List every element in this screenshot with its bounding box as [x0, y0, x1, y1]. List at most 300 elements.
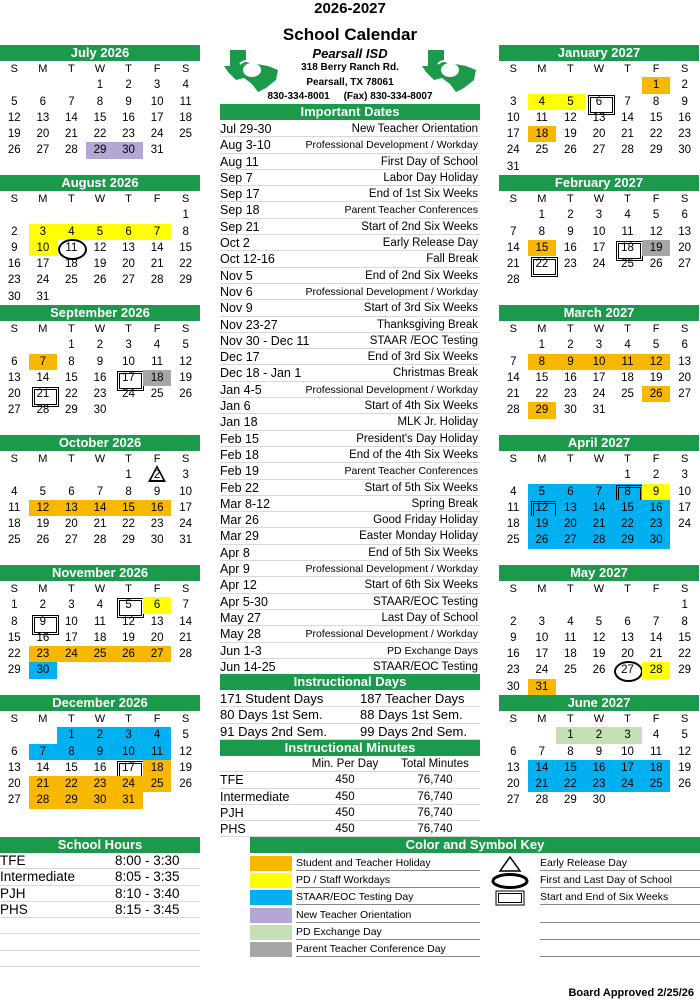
date-label: Sep 18: [220, 203, 260, 218]
key-color-label: Student and Teacher Holiday: [296, 856, 480, 871]
day-cell: 27: [678, 258, 692, 271]
day-cell: 17: [65, 631, 78, 644]
day-cell: 3: [68, 599, 75, 612]
day-cell: 27: [7, 794, 21, 807]
day-cell: [499, 289, 528, 305]
day-cell: 22: [93, 128, 107, 141]
day-cell: 16: [564, 241, 577, 254]
day-cell: 18: [613, 240, 642, 256]
minutes-row: [220, 772, 480, 788]
district-address: 318 Berry Ranch Rd.: [301, 62, 399, 73]
weekday-header: [499, 711, 699, 727]
important-date-row: [220, 268, 480, 284]
day-cell: 6: [624, 615, 631, 628]
day-cell: 24: [57, 646, 86, 662]
week-row: [499, 289, 699, 305]
day-cell: 2: [86, 727, 115, 743]
week-row: [499, 597, 699, 613]
weekday-label: T: [125, 193, 132, 205]
week-row: [0, 110, 200, 126]
day-cell: 30: [564, 404, 577, 417]
date-label: Feb 22: [220, 480, 259, 495]
weekday-label: T: [624, 453, 631, 465]
day-cell: 14: [179, 615, 193, 628]
weekday-label: T: [68, 453, 75, 465]
date-label: Dec 17: [220, 350, 260, 365]
day-cell: 8: [613, 484, 642, 500]
weekday-label: S: [10, 713, 18, 725]
event-label: Good Friday Holiday: [373, 514, 478, 527]
week-row: [499, 240, 699, 256]
day-cell: 2: [125, 79, 132, 92]
day-cell: [171, 289, 200, 305]
event-label: Professional Development / Workday: [305, 139, 478, 152]
weekday-label: T: [567, 323, 574, 335]
day-cell: [0, 467, 29, 483]
day-cell: 29: [179, 274, 193, 287]
important-date-row: [220, 333, 480, 349]
day-cell: 10: [179, 485, 193, 498]
day-cell: 19: [93, 258, 107, 271]
important-dates-list: [220, 121, 480, 675]
day-cell: 18: [143, 370, 172, 386]
color-swatch: [250, 908, 292, 923]
date-label: Jan 6: [220, 399, 251, 414]
day-cell: 25: [642, 776, 671, 792]
month-0: [0, 45, 200, 175]
day-cell: [670, 809, 699, 825]
key-rows: [250, 855, 700, 958]
day-cell: 7: [510, 355, 517, 368]
weekday-header: [499, 451, 699, 467]
day-cell: [528, 467, 557, 483]
day-cell: 18: [7, 518, 21, 531]
weekday-label: W: [94, 63, 106, 75]
day-cell: 3: [510, 95, 517, 108]
date-label: Mar 29: [220, 529, 259, 544]
day-cell: [670, 792, 699, 808]
day-cell: 11: [179, 95, 192, 108]
weekday-header: [499, 191, 699, 207]
day-cell: 29: [65, 404, 78, 417]
date-label: Nov 23-27: [220, 317, 278, 332]
day-cell: 22: [649, 128, 663, 141]
day-number: 2: [153, 469, 161, 482]
day-cell: 5: [556, 94, 585, 110]
day-cell: [642, 597, 671, 613]
day-cell: [670, 272, 699, 288]
day-cell: 16: [93, 761, 107, 774]
key-color-label: PD Exchange Day: [296, 925, 480, 940]
day-cell: 27: [592, 144, 606, 157]
day-cell: [642, 159, 671, 175]
weekday-label: F: [153, 583, 161, 595]
important-date-row: [220, 121, 480, 137]
key-symbol-label: Early Release Day: [540, 856, 700, 871]
day-cell: 20: [592, 128, 606, 141]
day-cell: [528, 419, 557, 435]
week-row: [0, 679, 200, 695]
date-label: Mar 26: [220, 513, 259, 528]
weekday-label: S: [509, 63, 517, 75]
date-label: Oct 2: [220, 236, 250, 251]
day-cell: [528, 77, 557, 93]
day-cell: 7: [29, 744, 58, 760]
day-cell: 19: [36, 518, 50, 531]
day-cell: 5: [114, 597, 143, 613]
day-cell: 29: [528, 402, 557, 418]
week-row: [499, 142, 699, 158]
key-symbol: [490, 942, 540, 957]
weekday-label: T: [68, 713, 75, 725]
day-cell: 16: [143, 500, 172, 516]
month-title: June 2027: [499, 695, 699, 711]
school-times: 8:05 - 3:35: [115, 869, 180, 885]
day-cell: [556, 159, 585, 175]
day-cell: 4: [528, 94, 557, 110]
day-cell: 20: [36, 128, 50, 141]
important-date-row: [220, 610, 480, 626]
day-cell: 20: [122, 258, 135, 271]
day-cell: 30: [592, 794, 606, 807]
month-8: [499, 305, 699, 435]
weekday-label: T: [624, 193, 631, 205]
day-cell: 26: [678, 778, 692, 791]
day-cell: [171, 549, 200, 565]
day-cell: [86, 809, 115, 825]
day-cell: 30: [150, 534, 164, 547]
day-cell: 8: [125, 485, 132, 498]
day-cell: [86, 467, 115, 483]
key-color-label: PD / Staff Workdays: [296, 873, 480, 888]
key-row: [250, 855, 700, 872]
day-cell: 28: [621, 144, 634, 157]
day-cell: [29, 549, 58, 565]
day-cell: 5: [652, 209, 660, 222]
day-cell: 27: [678, 388, 692, 401]
weekday-label: T: [567, 193, 574, 205]
month-title: October 2026: [0, 435, 200, 451]
day-cell: [670, 289, 699, 305]
day-cell: 18: [621, 371, 634, 384]
minutes-cell: PHS: [220, 822, 246, 837]
day-cell: [29, 467, 58, 483]
day-cell: 28: [29, 792, 58, 808]
weekday-label: T: [125, 583, 132, 595]
important-date-row: [220, 659, 480, 675]
day-cell: 27: [613, 662, 642, 678]
day-cell: 21: [29, 386, 58, 402]
day-cell: 12: [7, 111, 21, 124]
week-row: [0, 597, 200, 613]
day-cell: 19: [678, 761, 692, 774]
day-cell: 14: [621, 111, 634, 124]
day-cell: [143, 159, 172, 175]
weekday-label: S: [509, 323, 517, 335]
day-cell: 10: [29, 240, 58, 256]
color-swatch: [250, 856, 292, 871]
key-color-label: Parent Teacher Conference Day: [296, 942, 480, 957]
event-label: President's Day Holiday: [356, 432, 478, 445]
day-cell: 21: [29, 776, 58, 792]
day-cell: 30: [114, 142, 143, 158]
day-cell: 12: [528, 500, 557, 516]
key-row: [250, 924, 700, 941]
weekday-label: T: [624, 63, 631, 75]
day-cell: 19: [649, 371, 663, 384]
day-cell: 17: [613, 760, 642, 776]
event-label: Start of 2nd Six Weeks: [361, 220, 478, 233]
day-cell: [0, 679, 29, 695]
event-label: Spring Break: [411, 497, 478, 510]
day-cell: 15: [114, 500, 143, 516]
date-label: Aug 3-10: [220, 138, 271, 153]
week-row: [0, 760, 200, 776]
day-cell: 17: [592, 241, 606, 254]
day-cell: 26: [649, 258, 663, 271]
week-row: [0, 500, 200, 516]
school-hours-row: [0, 886, 200, 902]
week-row: [499, 727, 699, 743]
day-cell: 11: [535, 111, 548, 124]
day-cell: 7: [29, 354, 58, 370]
day-cell: 10: [506, 111, 520, 124]
day-cell: 21: [585, 516, 614, 532]
week-row: [499, 272, 699, 288]
weekday-label: T: [567, 713, 574, 725]
day-cell: 13: [7, 761, 21, 774]
day-cell: [585, 549, 614, 565]
day-cell: 15: [535, 371, 549, 384]
date-label: Sep 21: [220, 219, 260, 234]
day-cell: 29: [86, 142, 115, 158]
day-cell: [143, 809, 172, 825]
day-cell: 26: [642, 386, 671, 402]
day-cell: [499, 549, 528, 565]
event-label: Start of 6th Six Weeks: [364, 579, 478, 592]
day-cell: 14: [36, 371, 50, 384]
day-cell: 17: [150, 111, 164, 124]
day-cell: [86, 549, 115, 565]
day-cell: [642, 419, 671, 435]
day-cell: 28: [93, 534, 107, 547]
weekday-label: T: [68, 323, 75, 335]
event-label: Professional Development / Workday: [305, 563, 478, 576]
day-cell: 26: [179, 778, 193, 791]
event-label: Christmas Break: [393, 367, 478, 380]
day-cell: 9: [29, 614, 58, 630]
weekday-label: W: [593, 453, 605, 465]
week-row: [0, 159, 200, 175]
day-cell: 6: [585, 94, 614, 110]
weekday-label: S: [181, 323, 190, 335]
important-date-row: [220, 382, 480, 398]
week-row: [499, 809, 699, 825]
day-cell: 25: [7, 534, 21, 547]
day-cell: [29, 159, 58, 175]
day-cell: [556, 549, 585, 565]
day-cell: 26: [592, 664, 606, 677]
month-title: January 2027: [499, 45, 699, 61]
day-cell: 24: [122, 388, 135, 401]
day-cell: 29: [564, 794, 577, 807]
weekday-label: M: [537, 193, 547, 205]
weekday-label: M: [38, 583, 48, 595]
day-cell: 23: [678, 128, 692, 141]
day-cell: 3: [182, 469, 189, 482]
day-cell: 16: [506, 648, 520, 661]
day-cell: [499, 77, 528, 93]
day-cell: 17: [36, 258, 50, 271]
day-cell: 20: [556, 516, 585, 532]
day-cell: 23: [506, 664, 520, 677]
week-row: [0, 354, 200, 370]
weekday-label: W: [593, 323, 605, 335]
weekday-label: T: [567, 453, 574, 465]
week-row: [499, 484, 699, 500]
date-label: Jan 18: [220, 415, 258, 430]
day-cell: 16: [122, 111, 135, 124]
event-label: MLK Jr. Holiday: [397, 416, 478, 429]
week-row: [0, 744, 200, 760]
day-cell: 18: [143, 760, 172, 776]
weekday-label: T: [125, 713, 132, 725]
date-label: Feb 18: [220, 447, 259, 462]
day-cell: 26: [528, 532, 557, 548]
date-label: Sep 7: [220, 170, 253, 185]
date-label: Apr 12: [220, 578, 257, 593]
important-date-row: [220, 414, 480, 430]
day-cell: 15: [678, 631, 692, 644]
minutes-header: Min. Per Day: [311, 758, 379, 770]
school-hours-row: [0, 853, 200, 869]
weekday-label: S: [10, 583, 18, 595]
day-cell: 1: [96, 79, 104, 92]
day-cell: 12: [93, 241, 107, 254]
day-cell: 3: [595, 339, 603, 352]
day-cell: [642, 272, 671, 288]
weekday-label: W: [593, 713, 605, 725]
triangle-icon: [490, 856, 540, 871]
day-cell: 2: [39, 599, 47, 612]
day-cell: [642, 402, 671, 418]
day-cell: 12: [592, 631, 606, 644]
month-10: [499, 565, 699, 695]
school-name: Intermediate: [0, 869, 76, 885]
school-hours: [0, 837, 200, 967]
weekday-label: T: [125, 63, 132, 75]
day-cell: 16: [585, 760, 614, 776]
day-cell: [114, 402, 143, 418]
event-label: Parent Teacher Conferences: [344, 204, 478, 217]
weekday-label: F: [652, 193, 660, 205]
day-cell: [114, 662, 143, 678]
event-label: Professional Development / Workday: [305, 383, 478, 396]
day-cell: 24: [535, 664, 549, 677]
day-cell: [585, 679, 614, 695]
weekday-label: S: [509, 583, 517, 595]
date-label: Oct 12-16: [220, 252, 275, 267]
day-cell: 16: [642, 500, 671, 516]
day-cell: [143, 679, 172, 695]
day-cell: 23: [7, 274, 21, 287]
weekday-label: W: [593, 583, 605, 595]
date-label: Jun 14-25: [220, 659, 276, 674]
week-row: [499, 370, 699, 386]
board-approved-note: Board Approved 2/25/26: [568, 987, 694, 999]
day-cell: 24: [678, 518, 692, 531]
important-date-row: [220, 626, 480, 642]
date-label: May 28: [220, 627, 261, 642]
weekday-label: T: [624, 583, 631, 595]
week-row: [499, 159, 699, 175]
day-cell: 4: [510, 485, 517, 498]
day-cell: 13: [678, 355, 692, 368]
day-cell: [556, 289, 585, 305]
day-cell: 14: [506, 371, 520, 384]
day-cell: 1: [125, 469, 132, 482]
weekday-header: [0, 711, 200, 727]
month-7: [499, 175, 699, 305]
day-cell: 13: [150, 615, 164, 628]
key-title: Color and Symbol Key: [250, 837, 700, 853]
day-cell: 23: [29, 646, 58, 662]
date-label: May 27: [220, 610, 261, 625]
day-cell: 8: [567, 745, 574, 758]
day-cell: [499, 597, 528, 613]
week-row: [499, 224, 699, 240]
week-row: [499, 110, 699, 126]
day-cell: 12: [649, 225, 663, 238]
day-cell: 11: [143, 744, 172, 760]
day-cell: 12: [29, 500, 58, 516]
day-cell: 8: [528, 354, 557, 370]
day-cell: 16: [564, 371, 577, 384]
day-cell: 23: [150, 518, 164, 531]
week-row: [0, 792, 200, 808]
event-label: Parent Teacher Conferences: [344, 465, 478, 478]
day-cell: 19: [564, 128, 577, 141]
school-times: 8:00 - 3:30: [115, 853, 180, 868]
weekday-label: M: [38, 193, 48, 205]
day-cell: 16: [7, 258, 21, 271]
week-row: [0, 337, 200, 353]
school-name: TFE: [0, 853, 26, 868]
important-date-row: [220, 170, 480, 186]
day-cell: [0, 77, 29, 93]
week-row: [0, 646, 200, 662]
day-cell: [585, 159, 614, 175]
day-cell: 19: [528, 516, 557, 532]
student-days: 80 Days 1st Sem.: [220, 707, 323, 723]
day-cell: [642, 679, 671, 695]
day-cell: [642, 809, 671, 825]
day-cell: 14: [528, 760, 557, 776]
day-cell: [556, 809, 585, 825]
day-cell: [556, 597, 585, 613]
day-cell: [114, 549, 143, 565]
day-cell: 25: [143, 776, 172, 792]
weekday-label: S: [680, 583, 689, 595]
important-date-row: [220, 317, 480, 333]
month-title: September 2026: [0, 305, 200, 321]
weekday-label: M: [537, 453, 547, 465]
week-row: [499, 516, 699, 532]
event-label: Professional Development / Workday: [305, 628, 478, 641]
day-cell: 28: [642, 662, 671, 678]
day-cell: 14: [36, 761, 50, 774]
day-cell: [57, 77, 86, 93]
